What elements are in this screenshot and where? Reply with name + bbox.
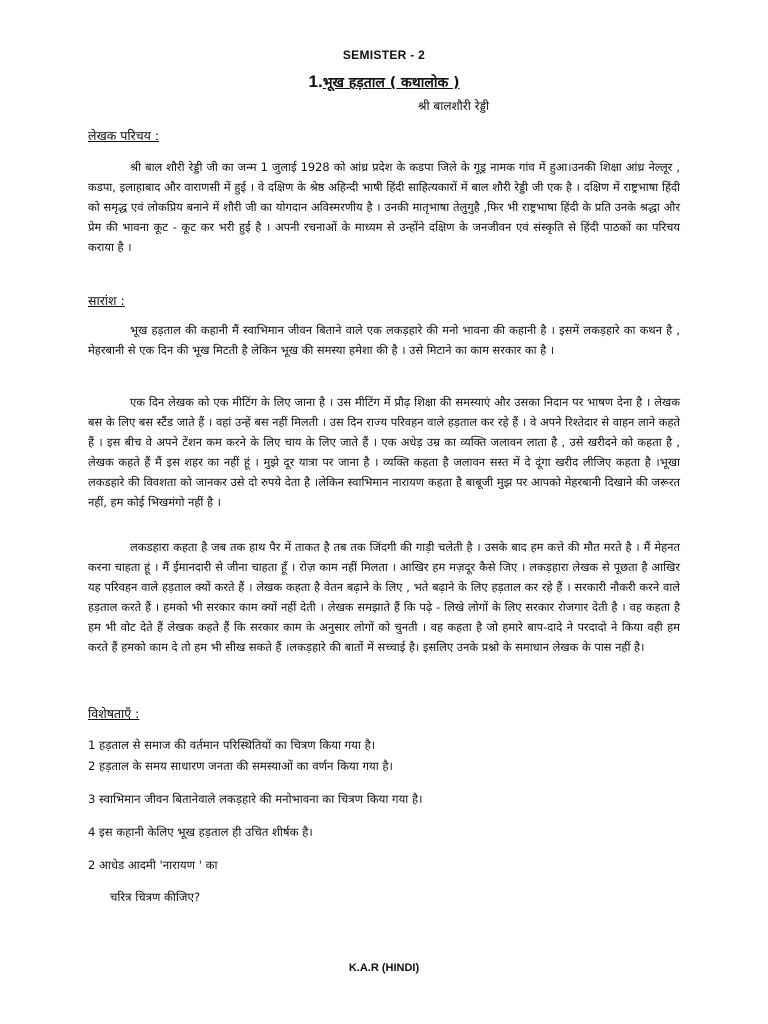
summary-paragraph-2: एक दिन लेखक को एक मीटिंग के लिए जाना है । उस मीटिंग में प्रौढ़ शिक्षा की समस्याएं और उसका निदान पर भाषण देना है । लेखक बस के लिए बस स्टैंड जाते हैं । वहां उन्हें बस नहीं मिलती । उस दिन राज्य परिवहन वाले हड़ताल कर रहे हैं । वे अपने रिश्तेदार से वाहन लाने कहते हैं । इस बीच वे अपने टेंशन कम करने के लिए चाय के लिए जाते हैं । एक अधेड़ उम्र का व्यक्ति जलावन लाता है , उसे खरीदने को कहता है , लेखक कहते हैं मैं इस शहर का नहीं हूं । मुझे दूर यात्रा पर जाना है । व्यक्ति कहता है जलावन सस्त में दे दूंगा खरीद लीजिए कहता है ।भूखा लकडहारे की विवशता को जानकर उसे दो रुपये देता है ।लेकिन स्वाभिमान नारायण कहता है बाबूजी मुझ पर आपको मेहरबानी दिखाने की जरूरत नहीं, हम कोई भिखमंगो नहीं है । bbox=[88, 395, 680, 509]
question-line: 2 आधेड आदमी 'नारायण ' का bbox=[88, 858, 218, 872]
summary-heading: सारांश : bbox=[88, 293, 125, 308]
chapter-title bbox=[0, 72, 768, 92]
footer-label: K.A.R (HINDI) bbox=[348, 962, 420, 974]
summary-paragraph-3: लकडहारा कहता है जब तक हाथ पैर में ताकत है तब तक जिंदगी की गाड़ी चलेती है । उसके बाद हम कत्ते की मौत मरते है । मैं मेहनत करना चाहता हूं । मैं ईमानदारी से जीना चाहता हूँ । रोज़ काम नहीं मिलता । आखिर हम मज़दूर कैसे जिए । लकड़हारा लेखक से पूछता है आखिर यह परिवहन वाले हड़ताल क्यों करते हैं । लेखक कहता है वेतन बढ़ाने के लिए , भते बढ़ाने के लिए हड़ताल कर रहे हैं । सरकारी नौकरी करने वाले हड़ताल करते हैं । हमको भी सरकार काम क्यों नहीं देती । लेखक समझाते हैं कि पढ़े - लिखे लोगों के लिए सरकार रोजगार देती है । वह कहता है हम भी वोट देते हैं लेखक कहते हैं कि सरकार काम के अनुसार लोगों को चुनती । वह कहता है जो हमारे बाप-दादे ने परदादो ने किया वही हम करते हैं हमको काम दे तो हम भी सीख सकते हैं ।लकड़हारे की बातों में सच्चाई है। इसलिए उनके प्रश्नो के समाधान लेखक के पास नहीं है। bbox=[88, 540, 680, 654]
intro-heading: लेखक परिचय : bbox=[88, 128, 160, 143]
intro-paragraph: श्री बाल शौरी रेड्डी जी का जन्म 1 जुलाई 1928 को आंध्र प्रदेश के कडपा जिले के गूड्र नामक गांव में हुआ।उनकी शिक्षा आंध्र नेल्लूर , कडपा, इलाहाबाद और वाराणसी में हुई । वे दक्षिण के श्रेष्ठ अहिन्दी भाषी हिंदी साहित्यकारों में बाल शौरी रेड्डी जी एक है । दक्षिण में राष्ट्रभाषा हिंदी को समृद्ध एवं लोकप्रिय बनाने में शौरी जी का योगदान अविस्मरणीय है । उनकी मातृभाषा तेलुगुहै ,फिर भी राष्ट्रभाषा हिंदी के प्रति उनके श्रद्धा और प्रेम की भावना कूट - कूट कर भरी हुई है । अपनी रचनाओं के माध्यम से उन्होंने दक्षिण के जनजीवन एवं संस्कृति से हिंदी पाठकों का परिचय कराया है । bbox=[88, 160, 680, 254]
feature-item: 1 हड़ताल से समाज की वर्तमान परिस्थितियों का चित्रण किया गया है। bbox=[88, 738, 376, 752]
summary-paragraph-1: भूख हड़ताल की कहानी मैं स्वाभिमान जीवन बिताने वाले एक लकड़हारे की मनो भावना की कहानी है । इसमें लकड़हारे का कथन है , मेहरबानी से एक दिन की भूख मिटती है लेकिन भूख की समस्या हमेशा की है । उसे मिटाने का काम सरकार का है । bbox=[88, 323, 680, 357]
chapter-number: 1. bbox=[308, 72, 323, 91]
feature-item: 2 हड़ताल के समय साधारण जनता की समस्याओं का वर्णन किया गया है। bbox=[88, 759, 393, 773]
chapter-title-text: भूख हड़ताल ( कथालोक ) bbox=[322, 75, 460, 91]
feature-item: 3 स्वाभिमान जीवन बितानेवाले लकड़हारे की मनोभावना का चित्रण किया गया है। bbox=[88, 792, 423, 806]
semester-label: SEMISTER - 2 bbox=[342, 48, 426, 62]
question-line: चरित्र चित्रण कीजिए? bbox=[110, 890, 201, 904]
author-name: श्री बालशौरी रेड्डी bbox=[418, 99, 490, 113]
features-heading: विशेषताएँ : bbox=[88, 706, 140, 721]
feature-item: 4 इस कहानी केलिए भूख हड़ताल ही उचित शीर्षक है। bbox=[88, 825, 313, 839]
